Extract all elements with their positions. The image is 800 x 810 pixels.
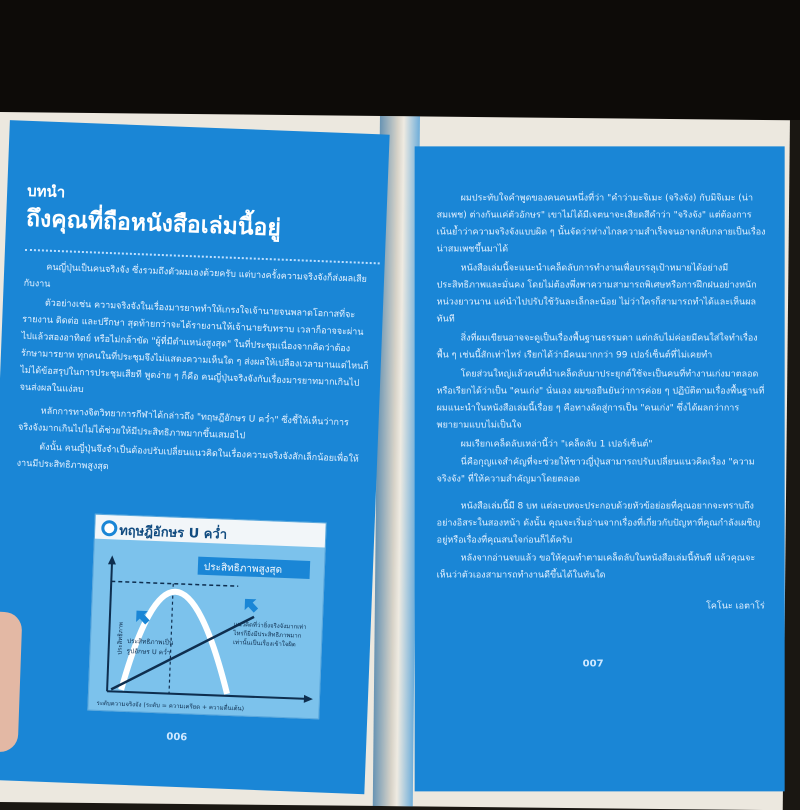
background-shadow <box>0 0 800 120</box>
diagram-title: ทฤษฎีอักษร U คว่ำ <box>118 523 228 543</box>
left-annotation: ประสิทธิภาพเป็นรูปอักษร U คว่ำ <box>126 636 174 657</box>
right-paragraph-1: ผมประทับใจคำพูดของคนคนหนึ่งที่ว่า "คำว่ามะจิเมะ (จริงจัง) กับมิจิเมะ (น่าสมเพช) ต่างกันแค่ตัวอักษร" เขาไม่ได้มีเจตนาจะเสียดสีคำว่า "จริงจัง" แต่ต้องการเน้นย้ำว่าความจริงจังแบบผิด ๆ นั้นจัดว่าห่างไกลความสำเร็จจนอาจกลับกลายเป็นเรื่องน่าสมเพชขึ้นมาได้ <box>436 193 766 255</box>
example-paragraph: ตัวอย่างเช่น ความจริงจังในเรื่องมารยาททำให้เกรงใจเจ้านายจนพลาดโอกาสที่จะรายงาน ติดต่อ และปรึกษา สุดท้ายกว่าจะได้รายงานให้เจ้านายรับทราบ เวลาก็อาจจะผ่านไปแล้วสองอาทิตย์ หรือไม่กล้าขัด "ผู้ที่มีตำแหน่งสูงสุด" ในที่ประชุมเนื่องจากคิดว่าต้องรักษามารยาท ทุกคนในที่ประชุมจึงไม่แสดงความเห็นใด ๆ ส่งผลให้เปลืองเวลามานแต่ไหนก็ไม่ได้ข้อสรุปในการประชุมเสียที พูดง่าย ๆ ก็คือ คนญี่ปุ่นจริงจังกับเรื่องมารยาทมากเกินไปจนส่งผลในแง่ลบ <box>19 298 369 396</box>
peak-label: ประสิทธิภาพสูงสุด <box>203 561 283 576</box>
right-page <box>415 146 785 791</box>
inverted-u-diagram <box>87 514 326 720</box>
chapter-label: บทนำ <box>26 181 66 202</box>
right-paragraph-5: ผมเรียกเคล็ดลับเหล่านี้ว่า "เคล็ดลับ 1 เปอร์เซ็นต์" <box>460 439 653 450</box>
right-paragraph-6: นี่คือกุญแจสำคัญที่จะช่วยให้ชาวญี่ปุ่นสามารถปรับเปลี่ยนแนวคิดเรื่อง "ความจริงจัง" ที่ให้ความสำคัญมาโดยตลอด <box>436 457 755 485</box>
y-axis <box>107 561 112 691</box>
theory-paragraph: หลักการทางจิตวิทยาการกีฬาได้กล่าวถึง "ทฤษฎีอักษร U คว่ำ" ซึ่งชี้ให้เห็นว่าการจริงจังมากเกินไปไม่ได้ช่วยให้มีประสิทธิภาพมากขึ้นเสมอไป <box>17 406 350 442</box>
right-paragraph-4: โดยส่วนใหญ่แล้วคนที่นำเคล็ดลับมาประยุกต์ใช้จะเป็นคนที่ทำงานเก่งมาตลอด หรือเรียกได้ว่าเป็น "คนเก่ง" นั่นเอง ผมขอยืนยันว่าการค่อย ๆ ปฏิบัติตามเรื่องพื้นฐานที่ผมแนะนำในหนังสือเล่มนี้เรื่อย ๆ คือทางลัดสู่การเป็น "คนเก่ง" ซึ่งได้ผลกว่าการพยายามแบบไม่เป็นใจ <box>436 369 765 431</box>
conclusion-paragraph: ดังนั้น คนญี่ปุ่นจึงจำเป็นต้องปรับเปลี่ยนแนวคิดในเรื่องความจริงจังสักเล็กน้อยเพื่อให้งานมีประสิทธิภาพสูงสุด <box>16 442 359 473</box>
y-axis-label: ประสิทธิภาพ <box>116 621 125 655</box>
chapter-title: ถึงคุณที่ถือหนังสือเล่มนี้อยู่ <box>25 205 282 242</box>
right-arrow-icon <box>239 593 262 616</box>
open-book <box>0 112 790 810</box>
left-page <box>0 120 390 794</box>
right-annotation: แนวคิดที่ว่ายิ่งจริงจังมากเท่าไหร่ก็ยิ่งมีประสิทธิภาพมากเท่านั้นเป็นเรื่องเข้าใจผิด <box>232 621 307 649</box>
peak-guide-line <box>111 581 238 586</box>
x-axis-arrow-icon <box>304 695 313 703</box>
x-axis-label: ระดับความจริงจัง (ระดับ = ความเครียด + ความตื่นเต้น) <box>96 699 245 713</box>
circle-bullet-icon <box>101 520 118 537</box>
author-signature: โคโนะ เอตาโร่ <box>706 601 765 612</box>
intro-paragraph: คนญี่ปุ่นเป็นคนจริงจัง ซึ่งรวมถึงตัวผมเองด้วยครับ แต่บางครั้งความจริงจังก็ส่งผลเสียกับงาน <box>23 262 368 290</box>
right-paragraph-8: หลังจากอ่านจบแล้ว ขอให้คุณทำตามเคล็ดลับในหนังสือเล่มนี้ทันที แล้วคุณจะเห็นว่าตัวเองสามารถทำงานดีขึ้นได้ในทันใด <box>436 553 756 581</box>
right-paragraph-7: หนังสือเล่มนี้มี 8 บท แต่ละบทจะประกอบด้วยหัวข้อย่อยที่คุณอยากจะทราบถึงอย่างอิสระในสองหน้า ดังนั้น คุณจะเริ่มอ่านจากเรื่องที่เกี่ยวกับปัญหาที่คุณกำลังเผชิญอยู่หรือเรื่องที่คุณสนใจก่อนก็ได้ครับ <box>436 501 761 546</box>
x-axis <box>107 691 307 699</box>
y-axis-arrow-icon <box>108 555 116 564</box>
page-number-left: 006 <box>166 731 188 744</box>
right-paragraph-3: สิ่งที่ผมเขียนอาจจะดูเป็นเรื่องพื้นฐานธรรมดา แต่กลับไม่ค่อยมีคนใส่ใจทำเรื่องพื้น ๆ เช่นนี้สักเท่าไหร่ เรียกได้ว่ามีคนมากกว่า 99 เปอร์เซ็นต์ที่ไม่เคยทำ <box>436 333 758 361</box>
right-paragraph-2: หนังสือเล่มนี้จะแนะนำเคล็ดลับการทำงานเพื่อบรรลุเป้าหมายได้อย่างมีประสิทธิภาพและมั่นคง โดยไม่ต้องพึ่งพาความสามารถพิเศษหรือการฝึกฝนอย่างหนักหน่วงยาวนาน แค่นำไปปรับใช้วันละเล็กละน้อย ไม่ว่าใครก็สามารถทำได้และเห็นผลทันที <box>436 263 757 325</box>
page-number-right: 007 <box>582 658 604 670</box>
